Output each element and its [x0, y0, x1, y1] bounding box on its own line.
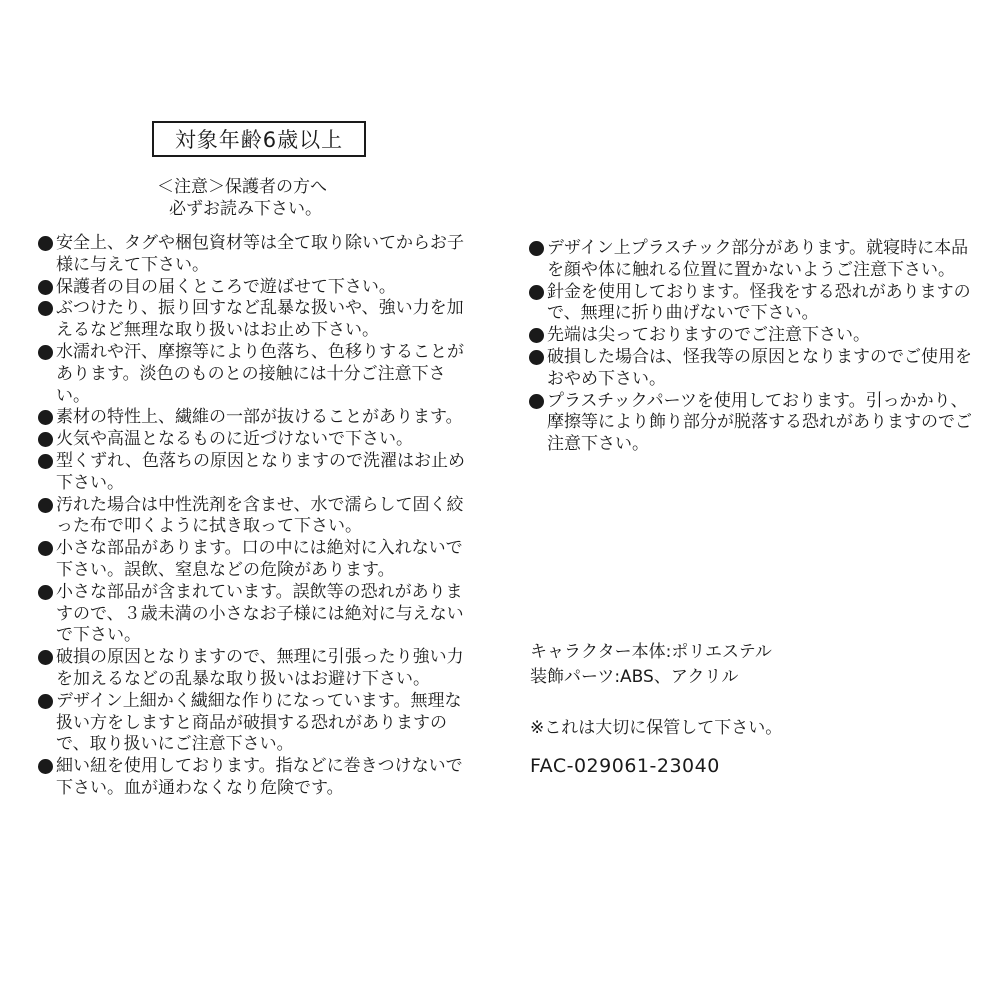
warning-item — [528, 347, 973, 391]
warning-item — [528, 325, 973, 347]
material-body: キャラクター本体:ポリエステル — [530, 642, 772, 662]
warning-text: 細い紐を使用しております。指などに巻きつけないで下さい。血が通わなくなり危険です。 — [56, 756, 463, 798]
product-code: FAC-029061-23040 — [530, 755, 720, 777]
warning-item — [528, 391, 973, 456]
bullet-icon — [38, 585, 53, 600]
keep-notice: ※これは大切に保管して下さい。 — [530, 718, 783, 738]
warning-text: 素材の特性上、繊維の一部が抜けることがあります。 — [56, 407, 463, 428]
materials-list — [530, 640, 772, 690]
warning-text: デザイン上細かく繊細な作りになっています。無理な扱い方をしますと商品が破損する恐れがありますので、取り扱いにご注意下さい。 — [56, 690, 462, 755]
warning-item — [37, 691, 477, 756]
warning-text: 汚れた場合は中性洗剤を含ませ、水で濡らして固く絞った布で叩くように拭き取って下さい。 — [56, 494, 464, 537]
warning-text: 水濡れや汗、摩擦等により色落ち、色移りすることがあります。淡色のものとの接触には十分ご注意下さい。 — [56, 341, 464, 406]
bullet-icon — [38, 345, 53, 360]
warning-item — [37, 277, 477, 299]
bullet-icon — [529, 241, 544, 256]
bullet-icon — [38, 236, 53, 251]
warning-text: デザイン上プラスチック部分があります。就寝時に本品を顔や体に触れる位置に置かないようご注意下さい。 — [547, 238, 969, 280]
warning-text: プラスチックパーツを使用しております。引っかかり、摩擦等により飾り部分が脱落する恐れがありますのでご注意下さい。 — [547, 390, 972, 455]
bullet-icon — [38, 650, 53, 665]
warning-text: 針金を使用しております。怪我をする恐れがありますので、無理に折り曲げないで下さい。 — [547, 281, 971, 324]
bullet-icon — [38, 454, 53, 469]
caution-header-line2: 必ずお読み下さい。 — [169, 199, 322, 219]
warning-item — [37, 495, 477, 539]
warning-text: ぶつけたり、振り回すなど乱暴な扱いや、強い力を加えるなど無理な取り扱いはお止め下さい。 — [56, 298, 464, 341]
bullet-icon — [38, 694, 53, 709]
warning-text: 破損の原因となりますので、無理に引張ったり強い力を加えるなどの乱暴な取り扱いはお避け下さい。 — [56, 647, 464, 689]
warning-text: 破損した場合は、怪我等の原因となりますのでご使用をおやめ下さい。 — [547, 346, 972, 389]
warning-item — [37, 451, 477, 495]
bullet-icon — [529, 394, 544, 409]
bullet-icon — [38, 541, 53, 556]
warning-text: 保護者の目の届くところで遊ばせて下さい。 — [56, 276, 396, 297]
warning-text: 先端は尖っておりますのでご注意下さい。 — [547, 325, 870, 346]
bullet-icon — [38, 432, 53, 447]
caution-header-line1: ＜注意＞保護者の方へ — [157, 177, 327, 197]
bullet-icon — [38, 301, 53, 316]
bullet-icon — [38, 759, 53, 774]
warning-text: 安全上、タグや梱包資材等は全て取り除いてからお子様に与えて下さい。 — [56, 233, 464, 275]
warnings-right-column — [528, 238, 973, 456]
warning-item — [37, 538, 477, 582]
warning-item — [37, 298, 477, 342]
warning-item — [37, 342, 477, 407]
age-notice-box — [152, 121, 366, 157]
warning-item — [528, 282, 973, 326]
bullet-icon — [529, 328, 544, 343]
warning-text: 小さな部品が含まれています。誤飲等の恐れがありますので、３歳未満の小さなお子様には絶対に与えないで下さい。 — [56, 581, 464, 646]
warning-item — [37, 756, 477, 800]
warning-item — [37, 233, 477, 277]
warning-text: 型くずれ、色落ちの原因となりますので洗濯はお止め下さい。 — [56, 450, 466, 493]
bullet-icon — [38, 410, 53, 425]
warning-item — [37, 429, 477, 451]
bullet-icon — [529, 350, 544, 365]
warning-item — [37, 582, 477, 647]
warning-item — [528, 238, 973, 282]
material-parts: 装飾パーツ:ABS、アクリル — [530, 667, 739, 687]
age-notice: 対象年齢6歳以上 — [174, 128, 344, 152]
bullet-icon — [38, 498, 53, 513]
bullet-icon — [38, 280, 53, 295]
warning-text: 小さな部品があります。口の中には絶対に入れないで下さい。誤飲、窒息などの危険があります。 — [56, 538, 463, 580]
warnings-left-column — [37, 233, 477, 800]
warning-item — [37, 407, 477, 429]
bullet-icon — [529, 285, 544, 300]
warning-item — [37, 647, 477, 691]
warning-text: 火気や高温となるものに近づけないで下さい。 — [56, 429, 413, 450]
caution-header — [157, 176, 327, 220]
